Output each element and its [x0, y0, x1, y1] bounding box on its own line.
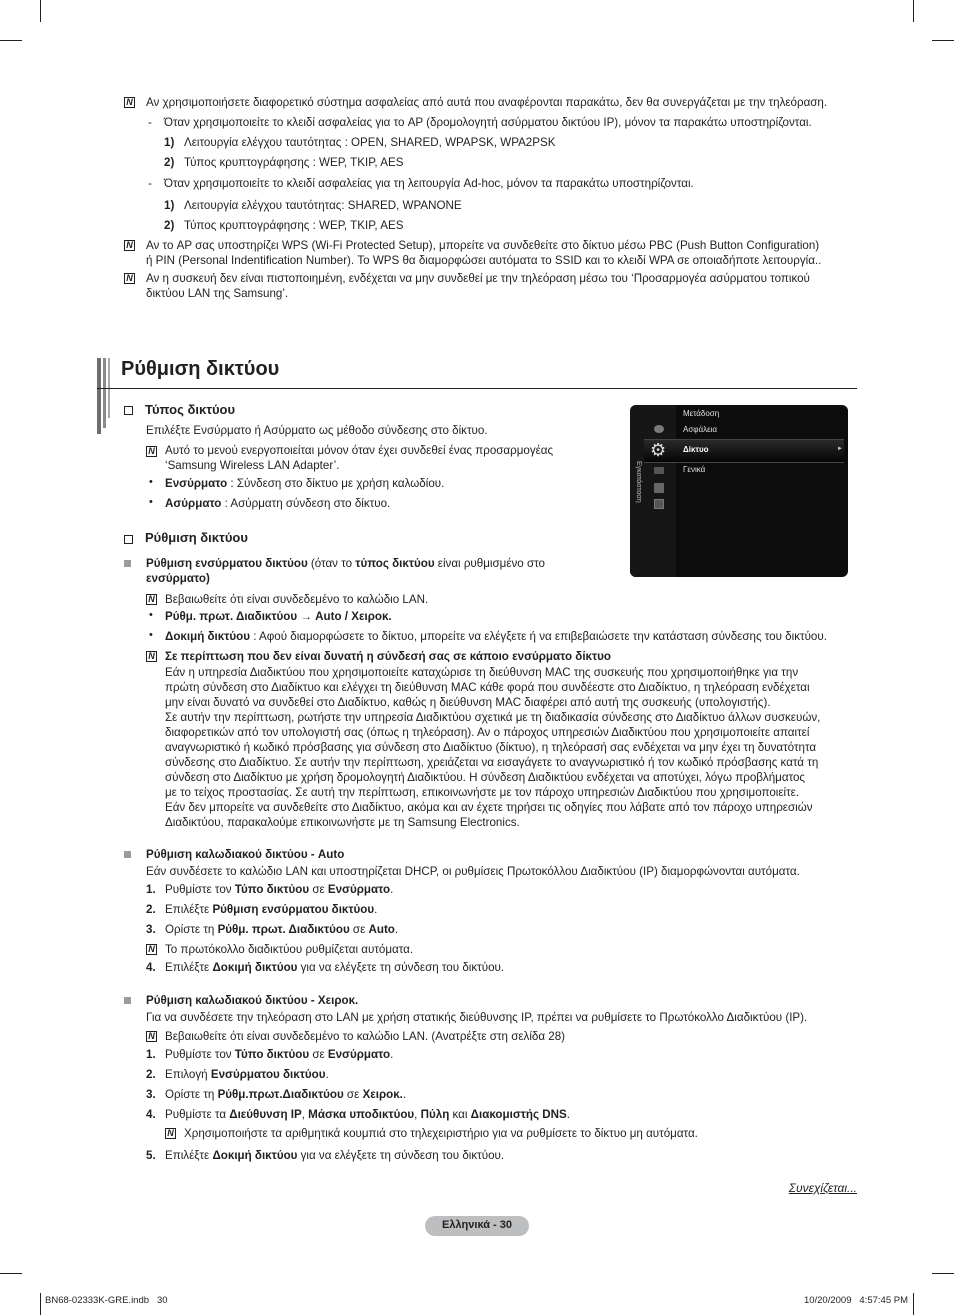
note-icon: N — [146, 651, 157, 662]
fail-line: Σε αυτήν την περίπτωση, ρωτήστε την υπηρεσία Διαδικτύου σχετικά με τη διαδικασία σύνδεσης στο Διαδίκτυο άλλων συσκευών, — [165, 711, 821, 724]
heading-bar-decoration — [103, 358, 106, 428]
page-number: Ελληνικά - 30 — [441, 1219, 512, 1231]
input-icon — [654, 467, 664, 474]
crop-mark — [40, 0, 41, 22]
menu-item-broadcast[interactable]: Μετάδοση — [683, 409, 720, 418]
item-number: 1) — [164, 199, 175, 212]
section-title: Τύπος δικτύου — [145, 402, 236, 417]
step-text: Ορίστε τη Ρύθμ. πρωτ. Διαδικτύου σε Auto. — [165, 923, 399, 936]
bullet-text: Ασύρματο : Ασύρματη σύνδεση στο δίκτυο. — [165, 497, 391, 510]
section-title: Ρύθμιση δικτύου — [145, 530, 248, 545]
bullet: • — [149, 476, 153, 488]
step-text: Ρυθμίστε τα Διεύθυνση IP, Μάσκα υποδικτύου, Πύλη και Διακομιστής DNS. — [165, 1108, 570, 1121]
bullet: • — [149, 496, 153, 508]
crop-mark — [913, 1293, 914, 1315]
step-text: Ορίστε τη Ρύθμ.πρωτ.Διαδικτύου σε Χειροκ.. — [165, 1088, 407, 1101]
fail-line: μην είναι δυνατό να συνδεθεί στο Διαδίκτυο, καθώς η διεύθυνση MAC διαφέρει από αυτή της συσκευής (υπολογιστής). — [165, 696, 771, 709]
item-text: Λειτουργία ελέγχου ταυτότητας : OPEN, SHARED, WPAPSK, WPA2PSK — [184, 136, 556, 149]
subsection-title: Ρύθμιση καλωδιακού δικτύου - Χειροκ. — [146, 994, 359, 1007]
step-number: 3. — [146, 1088, 156, 1101]
note-text: Αν χρησιμοποιήσετε διαφορετικό σύστημα ασφαλείας από αυτά που αναφέρονται παρακάτω, δεν θα συνεργάζεται με την τηλεόραση. — [146, 96, 828, 109]
tv-menu-screenshot — [630, 405, 848, 577]
dash: - — [148, 116, 152, 129]
fail-line: διαφορετικών από τον υπολογιστή σας (όπως η τηλεόραση). Αν ο πάροχος υπηρεσιών Διαδικτύου που χρησιμοποιείτε απαιτεί — [165, 726, 810, 739]
note-icon: N — [124, 273, 135, 284]
fail-line: σύνδεσης στο Διαδίκτυο. Σε αυτήν την περίπτωση, χρειάζεται να εισαγάγετε το αναγνωριστικό ή τον κωδικό πρόσβασης κατά τη — [165, 756, 819, 769]
step-number: 2. — [146, 903, 156, 916]
fail-line: πρώτη σύνδεση στο Διαδίκτυο και ελέγχει τη διεύθυνση MAC κάθε φορά που συνδέεστε στο Διαδίκτυο, η τηλεόραση ενδέχεται — [165, 681, 810, 694]
selection-highlight — [644, 439, 844, 463]
crop-mark — [932, 1273, 954, 1274]
step-number: 3. — [146, 923, 156, 936]
step-text: Επιλέξτε Δοκιμή δικτύου για να ελέγξετε τη σύνδεση του δικτύου. — [165, 1149, 505, 1162]
fail-line: Διαδικτύου, παρακαλούμε επικοινωνήστε με τη Samsung Electronics. — [165, 816, 520, 829]
bullet: • — [149, 629, 153, 641]
step-number: 5. — [146, 1149, 156, 1162]
item-text: Λειτουργία ελέγχου ταυτότητας: SHARED, WPANONE — [184, 199, 462, 212]
dash: - — [148, 177, 152, 190]
item-number: 2) — [164, 156, 175, 169]
note-text: Βεβαιωθείτε ότι είναι συνδεδεμένο το καλώδιο LAN. — [165, 593, 429, 606]
item-number: 1) — [164, 136, 175, 149]
support-icon — [654, 499, 664, 509]
note-icon: N — [146, 594, 157, 605]
note-icon: N — [165, 1128, 176, 1139]
step-number: 4. — [146, 1108, 156, 1121]
square-bullet — [124, 560, 131, 567]
note-icon: N — [124, 97, 135, 108]
subsection-desc: Για να συνδέσετε την τηλεόραση στο LAN με χρήση στατικής διεύθυνσης IP, πρέπει να ρυθμίσετε το Πρωτόκολλο Διαδικτύου (IP). — [146, 1011, 808, 1024]
fail-line: αναγνωριστικό ή κωδικό πρόσβασης για σύνδεση στο Διαδίκτυο (δίκτυο), η τηλεόρασή σας ενδέχεται να μην έχει τη δυνατότητα — [165, 741, 817, 754]
footer-file: BN68-02333K-GRE.indb 30 — [45, 1295, 168, 1306]
menu-item-security[interactable]: Ασφάλεια — [683, 425, 718, 434]
crop-mark — [932, 40, 954, 41]
note-text: ‘Samsung Wireless LAN Adapter’. — [165, 459, 340, 472]
setup-gear-icon: ⚙ — [650, 440, 667, 460]
checkbox-icon — [124, 535, 133, 544]
wired-setup-line: Ρύθμιση ενσύρματου δικτύου (όταν το τύπος δικτύου είναι ρυθμισμένο στο — [146, 557, 545, 570]
step-text: Επιλέξτε Δοκιμή δικτύου για να ελέγξετε τη σύνδεση του δικτύου. — [165, 961, 505, 974]
fail-line: σύνδεση στο Διαδίκτυο με χρήση δρομολογητή Διαδικτύου. Η σύνδεση Διαδικτύου ενδέχεται να αποτύχει, λόγω προβλήματος — [165, 771, 806, 784]
step-text: Επιλογή Ενσύρματου δικτύου. — [165, 1068, 329, 1081]
page-title: Ρύθμιση δικτύου — [121, 358, 280, 380]
note-icon: N — [146, 446, 157, 457]
item-text: Τύπος κρυπτογράφησης : WEP, TKIP, AES — [184, 219, 404, 232]
section-desc: Επιλέξτε Ενσύρματο ή Ασύρματο ως μέθοδο σύνδεσης στο δίκτυο. — [146, 424, 488, 437]
fail-line: με το τείχος προστασίας. Σε αυτή την περίπτωση, επικοινωνήστε με τον πάροχο υπηρεσιών Διαδικτύου που χρησιμοποιείτε. — [165, 786, 800, 799]
bullet-text: Ενσύρματο : Σύνδεση στο δίκτυο με χρήση καλωδίου. — [165, 477, 445, 490]
fail-line: Εάν δεν μπορείτε να συνδεθείτε στο Διαδίκτυο, ακόμα και αν έχετε τηρήσει τις οδηγίες που λάβατε από τον πάροχο υπηρεσιών — [165, 801, 813, 814]
bullet-text: Ρύθμ. πρωτ. Διαδικτύου → Auto / Χειροκ. — [165, 610, 392, 623]
application-icon — [654, 483, 664, 493]
fail-paragraph — [165, 665, 820, 830]
step-text: Επιλέξτε Ρύθμιση ενσύρματου δικτύου. — [165, 903, 378, 916]
note-icon: N — [124, 240, 135, 251]
note-text: Βεβαιωθείτε ότι είναι συνδεδεμένο το καλώδιο LAN. (Ανατρέξτε στη σελίδα 28) — [165, 1030, 566, 1043]
channel-icon — [654, 425, 664, 433]
step-number: 1. — [146, 1048, 156, 1061]
dash-text: Όταν χρησιμοποιείτε το κλειδί ασφαλείας για τη λειτουργία Ad-hoc, μόνον τα παρακάτω υποστηρίζονται. — [164, 177, 694, 190]
note-icon: N — [146, 944, 157, 955]
step-number: 1. — [146, 883, 156, 896]
dash-text: Όταν χρησιμοποιείτε το κλειδί ασφαλείας για το AP (δρομολογητή ασύρματου δικτύου IP), μόνον τα παρακάτω υποστηρίζονται. — [164, 116, 812, 129]
note-text: Αν το AP σας υποστηρίζει WPS (Wi-Fi Protected Setup), μπορείτε να συνδεθείτε στο δίκτυο μέσω PBC (Push Button Configuration) — [146, 239, 820, 252]
crop-mark — [0, 40, 22, 41]
menu-item-general[interactable]: Γενικά — [683, 465, 706, 474]
note-text: Χρησιμοποιήστε τα αριθμητικά κουμπιά στο τηλεχειριστήριο για να ρυθμίσετε το δίκτυο μη αυτόματα. — [184, 1127, 698, 1140]
subsection-title: Ρύθμιση καλωδιακού δικτύου - Auto — [146, 848, 345, 861]
heading-rule — [97, 388, 857, 389]
square-bullet — [124, 997, 131, 1004]
step-text: Ρυθμίστε τον Τύπο δικτύου σε Ενσύρματο. — [165, 883, 394, 896]
bullet-text: Δοκιμή δικτύου : Αφού διαμορφώσετε το δίκτυο, μπορείτε να ελέγξετε ή να επιβεβαιώσετε την κατάσταση σύνδεσης του δικτύου. — [165, 630, 827, 643]
note-text: ή PIN (Personal Indentification Number). Το WPS θα διαμορφώσει αυτόματα το SSID και το κλειδί WPA σε οποιαδήποτε λειτουργία.. — [146, 254, 822, 267]
crop-mark — [913, 0, 914, 22]
item-number: 2) — [164, 219, 175, 232]
heading-bar-decoration — [97, 358, 101, 434]
continued-label: Συνεχίζεται... — [788, 1181, 857, 1195]
step-text: Ρυθμίστε τον Τύπο δικτύου σε Ενσύρματο. — [165, 1048, 394, 1061]
note-text: Αυτό το μενού ενεργοποιείται μόνον όταν έχει συνδεθεί ένας προσαρμογέας — [165, 444, 554, 457]
fail-line: Εάν η υπηρεσία Διαδικτύου που χρησιμοποιείτε καταχώρισε τη διεύθυνση MAC της συσκευής που χρησιμοποιήθηκε για την — [165, 666, 799, 679]
menu-item-network[interactable]: Δίκτυο — [683, 445, 709, 454]
crop-mark — [40, 1293, 41, 1315]
note-title: Σε περίπτωση που δεν είναι δυνατή η σύνδεσή σας σε κάποιο ενσύρματο δίκτυο — [165, 650, 612, 663]
checkbox-icon — [124, 406, 133, 415]
menu-side-label: Εγκατάσταση — [635, 461, 642, 503]
step-number: 4. — [146, 961, 156, 974]
subsection-desc: Εάν συνδέσετε το καλώδιο LAN και υποστηρίζεται DHCP, οι ρυθμίσεις Πρωτοκόλλου Διαδικτύου (IP) διαμορφώνονται αυτόματα. — [146, 865, 800, 878]
note-text: Αν η συσκευή δεν είναι πιστοποιημένη, ενδέχεται να μην συνδεθεί με την τηλεόραση μέσω του ‘Προσαρμογέα ασύρματου τοπικού — [146, 272, 810, 285]
step-number: 2. — [146, 1068, 156, 1081]
wired-setup-line: ενσύρματο) — [146, 572, 210, 585]
note-icon: N — [146, 1031, 157, 1042]
chevron-right-icon: ► — [837, 446, 843, 452]
note-text: Το πρωτόκολλο διαδικτύου ρυθμίζεται αυτόματα. — [165, 943, 414, 956]
bullet: • — [149, 609, 153, 621]
item-text: Τύπος κρυπτογράφησης : WEP, TKIP, AES — [184, 156, 404, 169]
footer-datetime: 10/20/2009 4:57:45 PM — [803, 1295, 908, 1306]
note-text: δικτύου LAN της Samsung’. — [146, 287, 289, 300]
crop-mark — [0, 1273, 22, 1274]
square-bullet — [124, 851, 131, 858]
